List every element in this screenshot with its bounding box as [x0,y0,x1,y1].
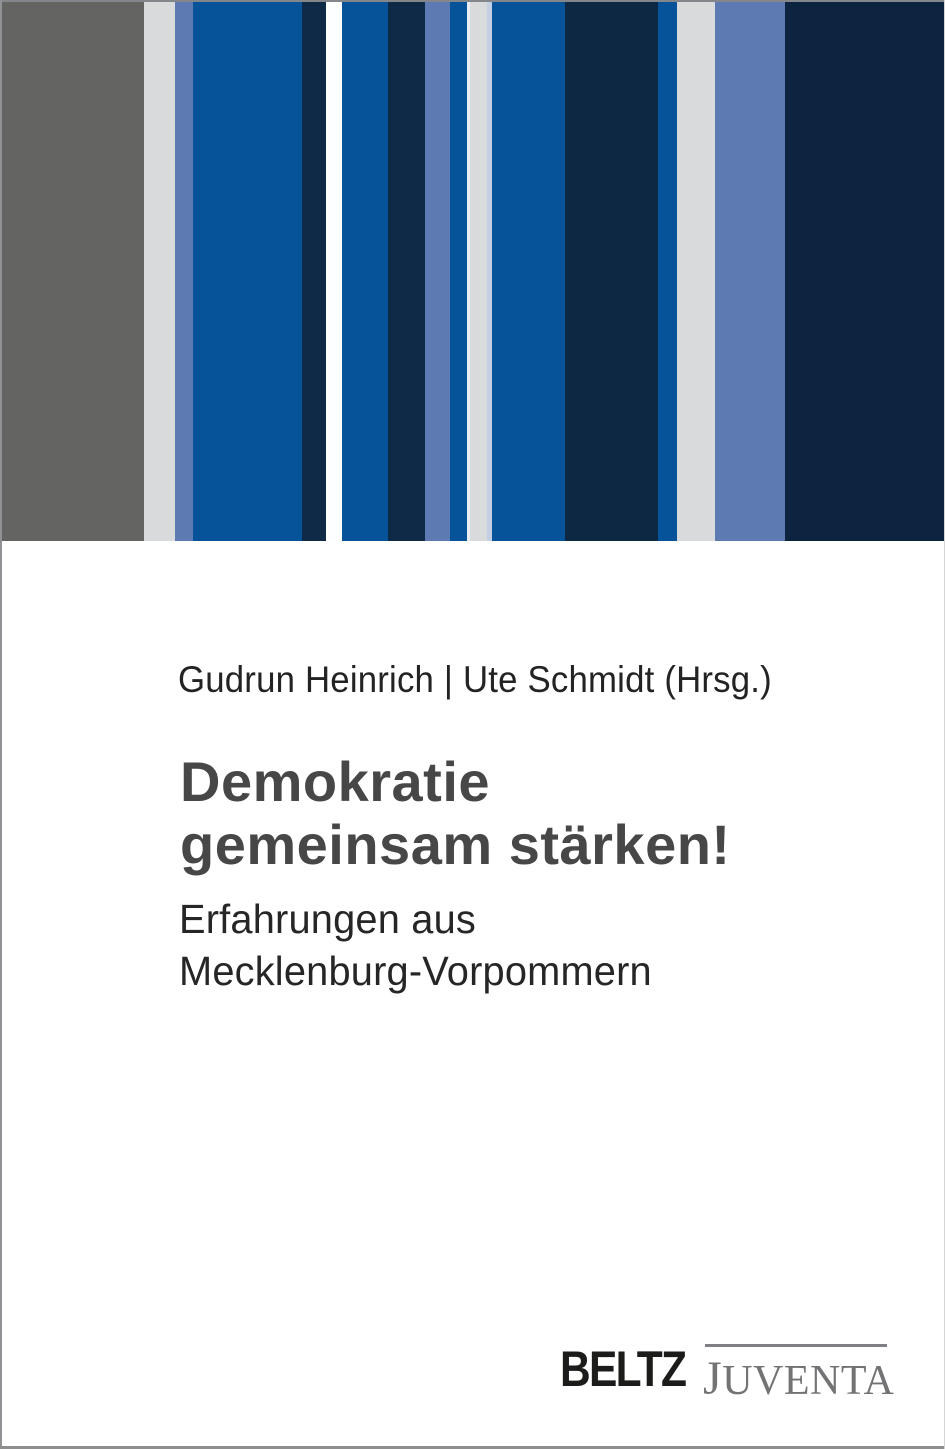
image-border-left [0,0,2,1449]
stripe [658,0,677,541]
stripe [302,0,326,541]
stripe [326,0,342,541]
stripe [342,0,388,541]
stripe [677,0,715,541]
stripe [425,0,450,541]
cover-stripes [0,0,945,541]
stripe [492,0,565,541]
stripe [175,0,193,541]
navy-square [0,541,146,687]
book-title-line1: Demokratie [180,750,491,813]
image-border-top [0,0,945,2]
stripe [450,0,467,541]
publisher-logo-beltz: BELTZ [560,1341,686,1397]
stripe [715,0,785,541]
book-title-line2: gemeinsam stärken! [180,813,731,876]
stripe [388,0,425,541]
stripe [193,0,302,541]
stripe [144,0,175,541]
book-title [180,750,731,876]
publisher-logo-juventa: JUVENTA [703,1352,895,1405]
stripe [565,0,658,541]
book-subtitle [179,893,652,997]
authors-line: Gudrun Heinrich | Ute Schmidt (Hrsg.) [178,659,772,700]
stripe [470,0,487,541]
publisher-logo-rule [705,1344,887,1347]
book-subtitle-line2: Mecklenburg-Vorpommern [179,948,652,994]
stripe [0,0,144,541]
stripe [785,0,945,541]
book-subtitle-line1: Erfahrungen aus [179,896,476,942]
